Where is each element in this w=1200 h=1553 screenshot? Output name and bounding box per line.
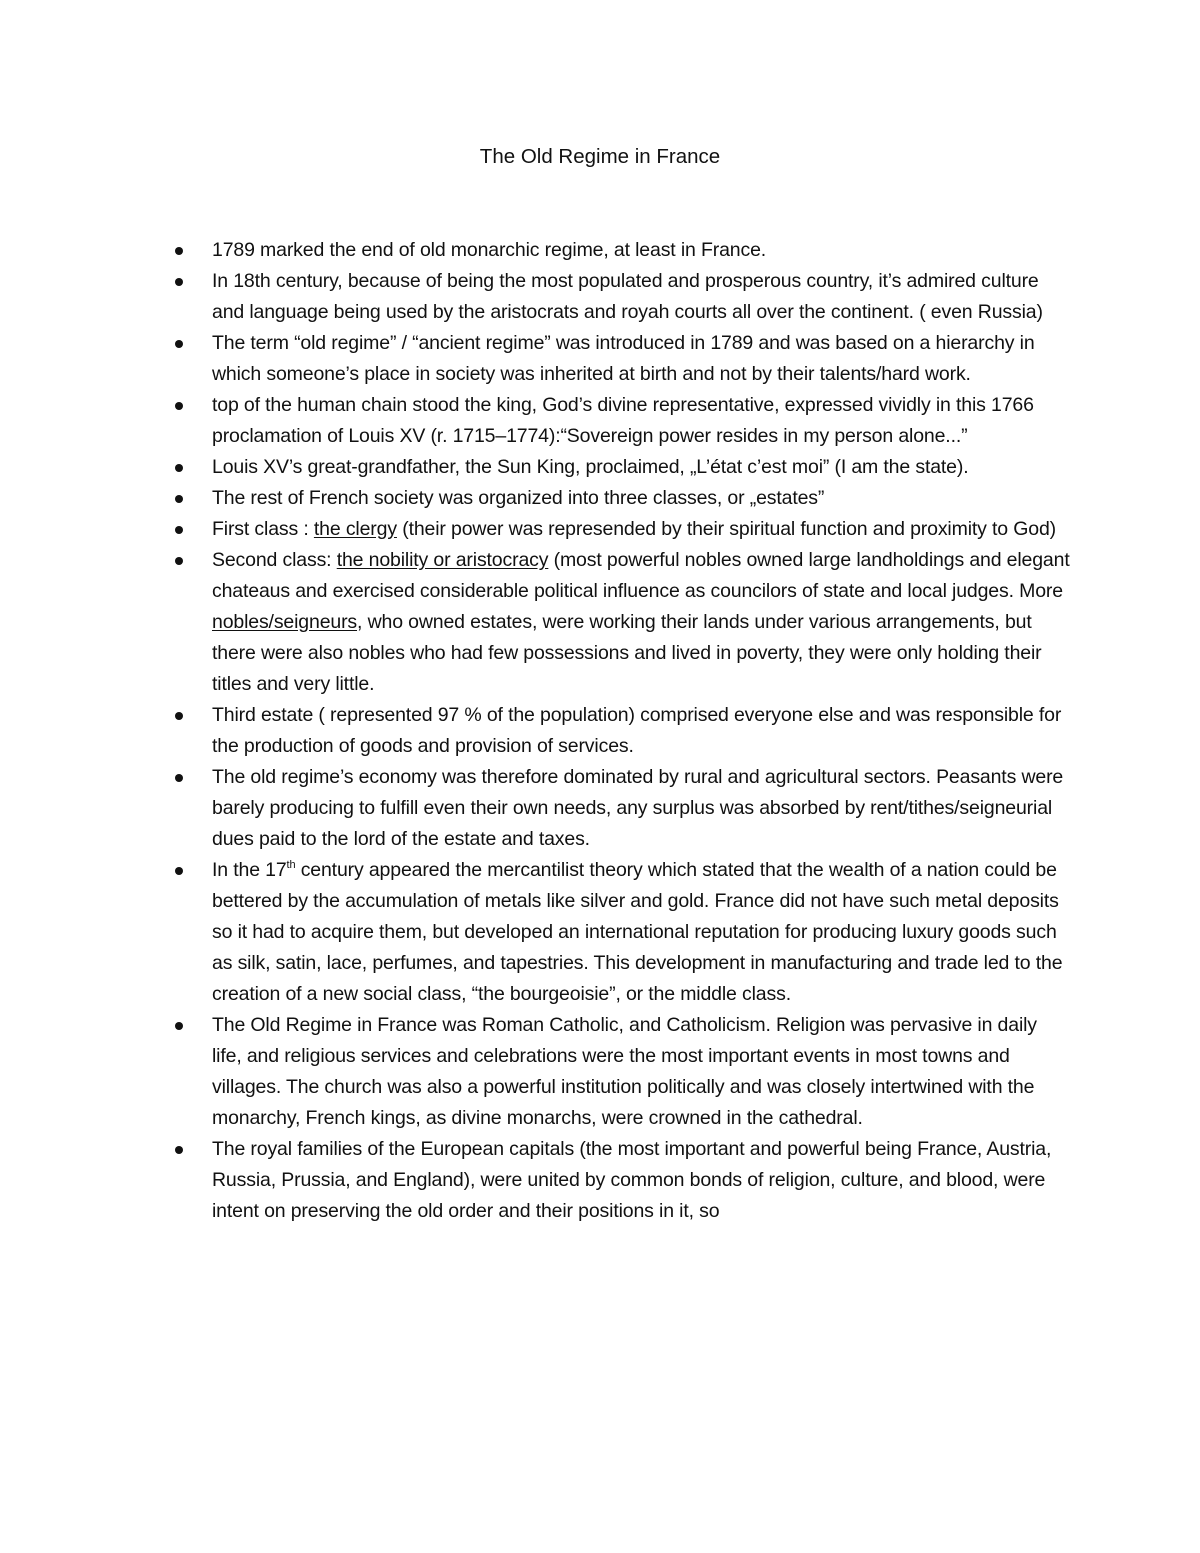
underlined-term-nobility: the nobility or aristocracy xyxy=(336,549,549,571)
bullet-item xyxy=(212,328,1070,390)
bullet-text: top of the human chain stood the king, God’s divine representative, expressed vividly in this 1766 proclamation of Louis XV (r. 1715–1774):“Sovereign power resides in my person alone...” xyxy=(212,394,1034,447)
bullet-suffix: (their power was represended by their spiritual function and proximity to God) xyxy=(396,518,1057,540)
bullet-item xyxy=(212,1134,1070,1227)
bullet-prefix: First class : xyxy=(212,518,314,540)
underlined-term-seigneurs: nobles/seigneurs xyxy=(212,611,358,633)
bullet-item xyxy=(212,483,1070,514)
bullet-text: The Old Regime in France was Roman Catholic, and Catholicism. Religion was pervasive in daily life, and religious services and celebrations were the most important events in most towns and villages. The church was also a powerful institution politically and was closely intertwined with the monarchy, French kings, as divine monarchs, were crowned in the cathedral. xyxy=(212,1014,1037,1129)
bullet-text: The term “old regime” / “ancient regime” was introduced in 1789 and was based on a hierarchy in which someone’s place in society was inherited at birth and not by their talents/hard work. xyxy=(212,332,1035,385)
bullet-text: Louis XV’s great-grandfather, the Sun King, proclaimed, „L’état c’est moi” (I am the state). xyxy=(212,456,969,478)
bullet-item-first-class xyxy=(212,514,1070,545)
bullet-item xyxy=(212,390,1070,452)
bullet-item xyxy=(212,700,1070,762)
bullet-text: In 18th century, because of being the most populated and prosperous country, it’s admired culture and language being used by the aristocrats and royah courts all over the continent. ( even Russia) xyxy=(212,270,1043,323)
bullet-text: The royal families of the European capitals (the most important and powerful being France, Austria, Russia, Prussia, and England), were united by common bonds of religion, culture, and blood, were intent on preserving the old order and their positions in it, so xyxy=(212,1138,1052,1222)
underlined-term-clergy: the clergy xyxy=(313,518,397,540)
bullet-text: 1789 marked the end of old monarchic regime, at least in France. xyxy=(212,239,767,261)
bullet-item-mercantilism xyxy=(212,855,1070,1010)
bullet-item xyxy=(212,1010,1070,1134)
bullet-text: Third estate ( represented 97 % of the population) comprised everyone else and was responsible for the production of goods and provision of services. xyxy=(212,704,1062,757)
bullet-prefix: Second class: xyxy=(212,549,337,571)
superscript-th: th xyxy=(286,859,296,871)
bullet-prefix: In the 17 xyxy=(212,859,287,881)
bullet-item xyxy=(212,266,1070,328)
bullet-middle: (most powerful nobles owned large landholdings and elegant chateaus and exercised considerable political influence as councilors of state and local judges. More xyxy=(212,549,1070,602)
bullet-suffix: , who owned estates, were working their lands under various arrangements, but there were also nobles who had few possessions and lived in poverty, they were only holding their titles and very little. xyxy=(212,611,1042,695)
bullet-list xyxy=(212,235,1070,1227)
document-title: The Old Regime in France xyxy=(479,145,721,168)
bullet-text: The rest of French society was organized into three classes, or „estates” xyxy=(212,487,825,509)
bullet-item xyxy=(212,452,1070,483)
bullet-text: The old regime’s economy was therefore dominated by rural and agricultural sectors. Peasants were barely producing to fulfill even their own needs, any surplus was absorbed by rent/tithes/seigneurial dues paid to the lord of the estate and taxes. xyxy=(212,766,1064,850)
bullet-suffix: century appeared the mercantilist theory which stated that the wealth of a nation could be bettered by the accumulation of metals like silver and gold. France did not have such metal deposits so it had to acquire them, but developed an international reputation for producing luxury goods such as silk, satin, lace, perfumes, and tapestries. This development in manufacturing and trade led to the creation of a new social class, “the bourgeoisie”, or the middle class. xyxy=(212,859,1063,1005)
bullet-item xyxy=(212,235,1070,266)
bullet-item xyxy=(212,762,1070,855)
bullet-item-second-class xyxy=(212,545,1070,700)
